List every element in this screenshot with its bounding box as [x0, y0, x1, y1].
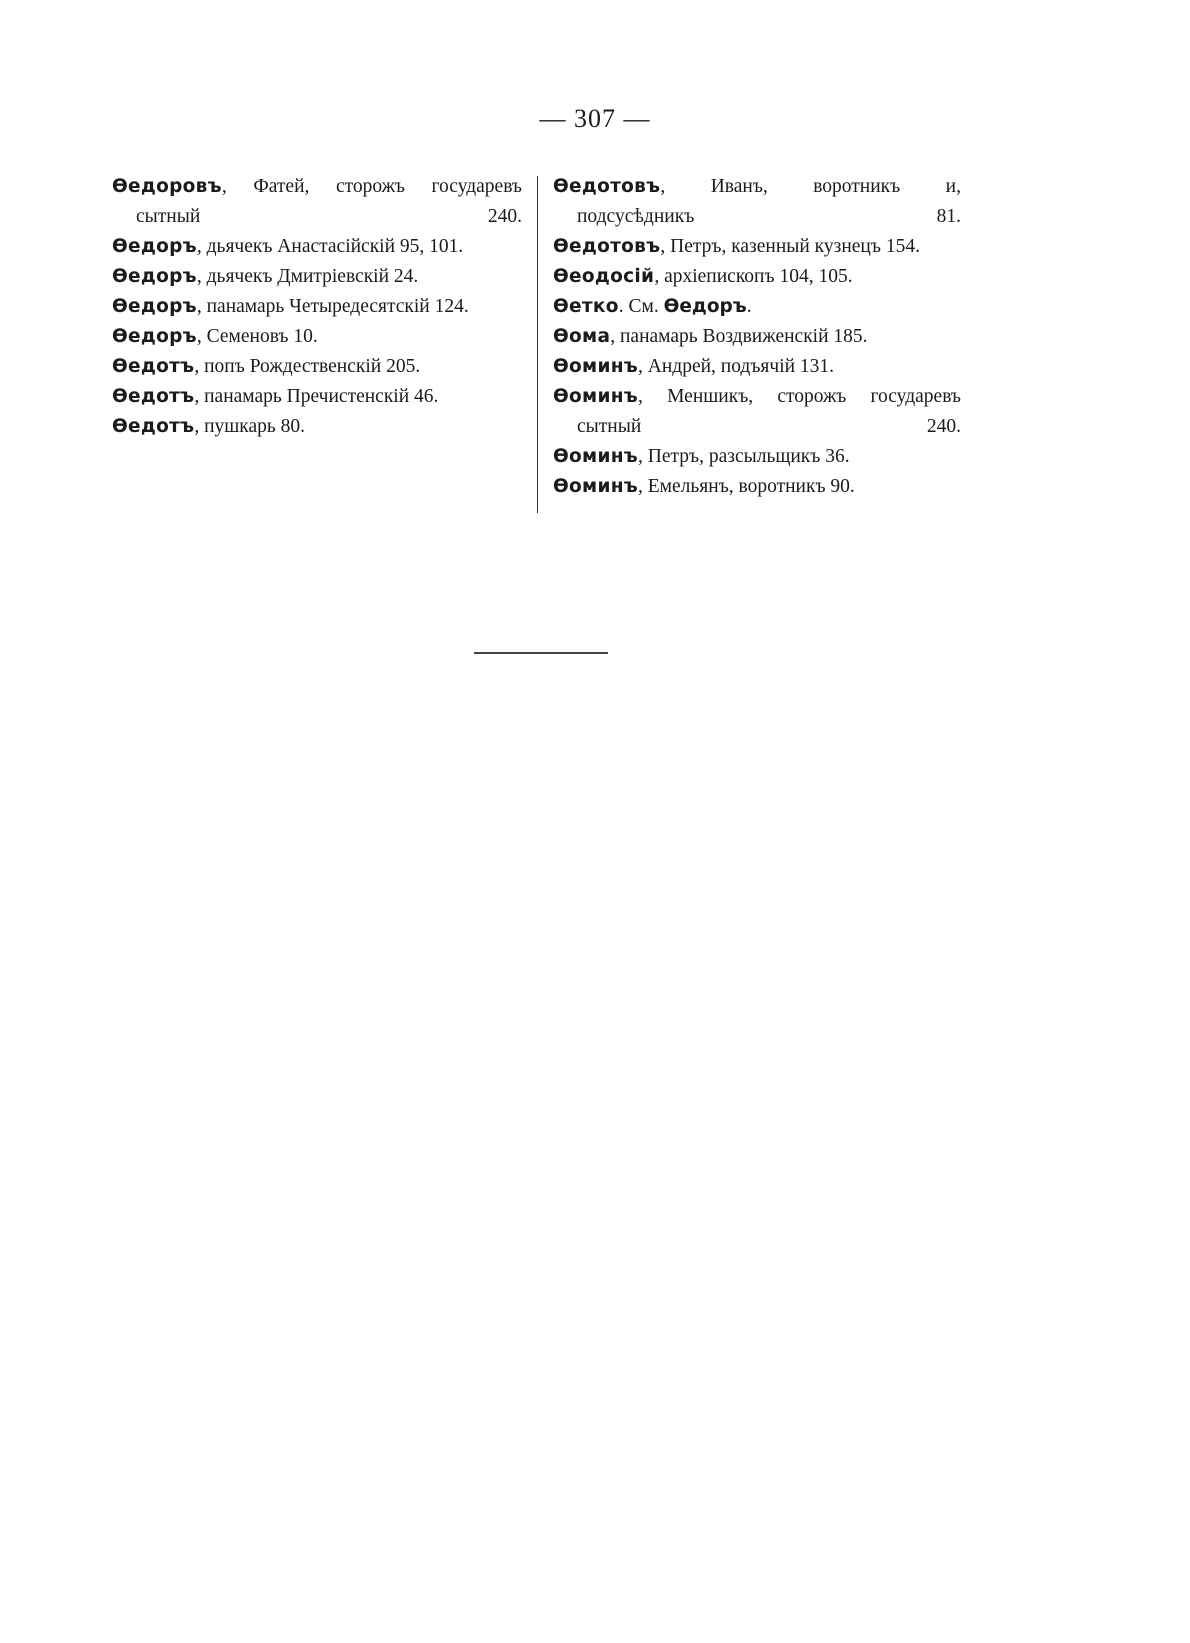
index-entry	[112, 232, 522, 262]
index-column-right	[553, 172, 961, 502]
index-column-left	[112, 172, 522, 442]
index-entry	[553, 322, 961, 352]
index-entry	[553, 172, 961, 232]
index-entry	[553, 472, 961, 502]
column-divider	[537, 176, 538, 513]
entry-headword: Ѳоминъ	[553, 476, 639, 497]
cross-reference: Ѳедоръ	[663, 296, 747, 317]
index-entry	[553, 352, 961, 382]
entry-text: , дьячекъ Анастасійскій 95, 101.	[196, 236, 464, 257]
entry-text: . См.	[618, 296, 664, 317]
entry-headword: Ѳедоръ	[112, 326, 197, 347]
entry-text: , дьячекъ Дмитріевскій 24.	[196, 266, 419, 287]
entry-text: , Емельянъ, воротникъ 90.	[638, 476, 855, 497]
entry-headword: Ѳедотовъ	[553, 176, 661, 197]
entry-headword: Ѳедотовъ	[553, 236, 661, 257]
entry-headword: Ѳетко	[553, 296, 619, 317]
index-entry	[112, 382, 522, 412]
entry-headword: Ѳоминъ	[553, 446, 639, 467]
entry-text: , архіепископъ 104, 105.	[654, 266, 853, 287]
entry-headword: Ѳедотъ	[112, 416, 195, 437]
entry-text: , Андрей, подъячій 131.	[638, 356, 835, 377]
entry-headword: Ѳома	[553, 326, 611, 347]
index-entry	[112, 352, 522, 382]
entry-text: , панамарь Пречистенскій 46.	[194, 386, 439, 407]
entry-text: , Меншикъ, сторожъ государевъ сытный 240.	[577, 386, 961, 437]
index-entry	[112, 412, 522, 442]
entry-headword: Ѳедотъ	[112, 356, 195, 377]
entry-text: , Иванъ, воротникъ и, подсусѣдникъ 81.	[577, 176, 961, 227]
entry-headword: Ѳеодосій	[553, 266, 655, 287]
entry-text: , панамарь Четыредесятскій 124.	[196, 296, 469, 317]
index-entry	[112, 172, 522, 232]
entry-text: , панамарь Воздвиженскій 185.	[610, 326, 868, 347]
entry-text-tail: .	[746, 296, 752, 317]
page-number: — 307 —	[539, 104, 651, 133]
entry-text: , Семеновъ 10.	[196, 326, 318, 347]
index-entry	[553, 232, 961, 262]
entry-headword: Ѳоминъ	[553, 356, 639, 377]
entry-text: , пушкарь 80.	[194, 416, 306, 437]
entry-text: , Петръ, казенный кузнецъ 154.	[660, 236, 920, 257]
entry-text: , попъ Рождественскій 205.	[194, 356, 421, 377]
index-entry	[553, 292, 961, 322]
index-entry	[553, 382, 961, 442]
end-rule	[474, 652, 608, 654]
index-entry	[553, 442, 961, 472]
entry-text: , Петръ, разсыльщикъ 36.	[638, 446, 850, 467]
entry-headword: Ѳедоръ	[112, 236, 197, 257]
index-entry	[112, 262, 522, 292]
entry-headword: Ѳедоръ	[112, 296, 197, 317]
entry-headword: Ѳоминъ	[553, 386, 639, 407]
index-entry	[553, 262, 961, 292]
index-entry	[112, 292, 522, 322]
entry-headword: Ѳедоръ	[112, 266, 197, 287]
entry-text: , Фатей, сторожъ государевъ сытный 240.	[136, 176, 522, 227]
index-entry	[112, 322, 522, 352]
entry-headword: Ѳедотъ	[112, 386, 195, 407]
entry-headword: Ѳедоровъ	[112, 176, 222, 197]
